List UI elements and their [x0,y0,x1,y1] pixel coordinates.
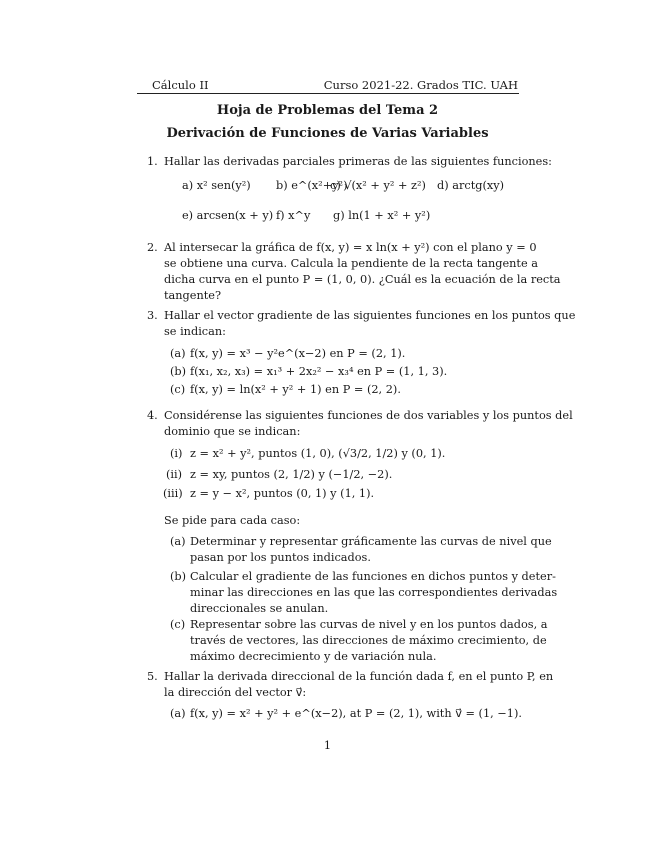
problem-4-task-label: (b) [170,570,187,583]
problem-2-statement [164,240,561,304]
problem-1-item-a: a) x² sen(y²) [182,179,251,192]
problem-1-item-g: g) ln(1 + x² + y²) [333,209,431,222]
problem-3-item-text: f(x₁, x₂, x₃) = x₁³ + 2x₂² − x₃⁴ en P = (1, 1, 3). [190,365,448,378]
problem-2-line: Al intersecar la gráfica de f(x, y) = x ln(x + y²) con el plano y = 0 [164,241,537,254]
problem-4-task-line: través de vectores, las direcciones de máximo crecimiento, de [190,634,547,647]
problem-4-ask: Se pide para cada caso: [164,514,301,527]
problem-4-point-label: (ii) [166,468,183,481]
problem-4-statement [164,408,573,440]
header-left: Cálculo II [152,78,209,92]
problem-2-line: tangente? [164,289,222,302]
problem-4-point-label: (i) [170,447,183,460]
problem-3-item-label: (c) [170,383,186,396]
problem-3-item-text: f(x, y) = x³ − y²e^(x−2) en P = (2, 1). [190,347,406,360]
page-number: 1 [323,739,332,752]
problem-4-number: 4. [147,409,158,422]
problem-5-item-label: (a) [170,707,186,720]
problem-4-point-text: z = xy, puntos (2, 1/2) y (−1/2, −2). [190,468,393,481]
header-right: Curso 2021-22. Grados TIC. UAH [323,78,518,92]
header-rule [137,93,519,94]
page-title: Hoja de Problemas del Tema 2 [216,103,439,118]
problem-4-line: Considérense las siguientes funciones de dos variables y los puntos del [164,409,573,422]
problem-3-item-text: f(x, y) = ln(x² + y² + 1) en P = (2, 2). [190,383,401,396]
problem-4-task-line: máximo decrecimiento y de variación nula. [190,650,437,663]
problem-1-item-d: d) arctg(xy) [437,179,505,192]
problem-4-line: dominio que se indican: [164,425,301,438]
problem-4-task-line: pasan por los puntos indicados. [190,551,371,564]
problem-3-item-label: (b) [170,365,187,378]
problem-3-item-label: (a) [170,347,186,360]
problem-2-number: 2. [147,241,158,254]
problem-3-line: Hallar el vector gradiente de las siguientes funciones en los puntos que [164,309,576,322]
problem-4-task-label: (c) [170,618,186,631]
problem-4-point-label: (iii) [163,487,183,500]
problem-3-statement [164,308,575,340]
problem-5-line: Hallar la derivada direccional de la función dada f, en el punto P, en [164,670,554,683]
problem-4-task-c [190,617,548,665]
problem-4-task-b [190,569,557,617]
problem-4-task-line: minar las direcciones en las que las correspondientes derivadas [190,586,558,599]
problem-4-task-line: direccionales se anulan. [190,602,329,615]
problem-1-item-c: c) √(x² + y² + z²) [330,179,426,192]
problem-3-line: se indican: [164,325,226,338]
problem-4-point-text: z = y − x², puntos (0, 1) y (1, 1). [190,487,375,500]
problem-1-item-e: e) arcsen(x + y) [182,209,274,222]
problem-1-item-f: f) x^y [276,209,311,222]
problem-2-line: se obtiene una curva. Calcula la pendiente de la recta tangente a [164,257,538,270]
problem-4-task-line: Representar sobre las curvas de nivel y en los puntos dados, a [190,618,548,631]
problem-1-item-b: b) e^(x²+y²) [276,179,348,192]
problem-5-statement [164,669,553,701]
problem-1-statement: Hallar las derivadas parciales primeras de las siguientes funciones: [164,155,552,168]
problem-2-line: dicha curva en el punto P = (1, 0, 0). ¿Cuál es la ecuación de la recta [164,273,561,286]
problem-4-task-line: Calcular el gradiente de las funciones en dichos puntos y deter- [190,570,556,583]
problem-5-line: la dirección del vector v⃗: [164,686,307,699]
problem-4-task-a [190,534,552,566]
problem-3-number: 3. [147,309,158,322]
problem-5-number: 5. [147,670,158,683]
problem-1-number: 1. [147,155,158,168]
page-subtitle: Derivación de Funciones de Varias Variables [166,126,489,141]
problem-4-point-text: z = x² + y², puntos (1, 0), (√3/2, 1/2) y (0, 1). [190,447,446,460]
problem-4-task-label: (a) [170,535,186,548]
problem-4-task-line: Determinar y representar gráficamente las curvas de nivel que [190,535,552,548]
problem-5-item-text: f(x, y) = x² + y² + e^(x−2), at P = (2, 1), with v⃗ = (1, −1). [190,707,522,720]
